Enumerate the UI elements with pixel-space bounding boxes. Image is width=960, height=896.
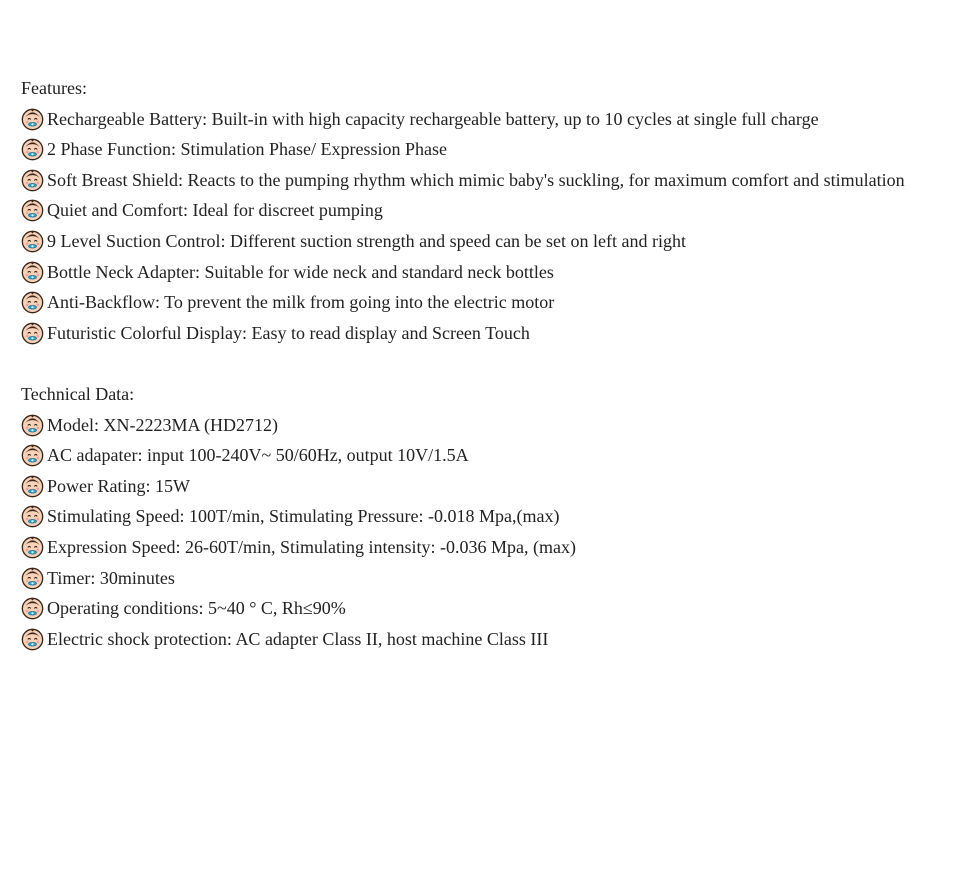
baby-face-icon xyxy=(21,169,44,192)
list-item xyxy=(21,410,936,441)
baby-face-icon xyxy=(21,138,44,161)
list-item xyxy=(21,624,936,655)
list-item-text: Model: XN-2223MA (HD2712) xyxy=(47,414,278,435)
list-item xyxy=(21,593,936,624)
list-item xyxy=(21,440,936,471)
list-item-text: Stimulating Speed: 100T/min, Stimulating Pressure: -0.018 Mpa,(max) xyxy=(47,506,560,527)
list-item xyxy=(21,134,936,165)
list-item-text: 9 Level Suction Control: Different suction strength and speed can be set on left and right xyxy=(47,230,687,251)
list-item-text: Electric shock protection: AC adapter Class II, host machine Class III xyxy=(47,628,549,649)
features-list xyxy=(21,104,936,349)
baby-face-icon xyxy=(21,199,44,222)
baby-face-icon xyxy=(21,628,44,651)
list-item xyxy=(21,471,936,502)
baby-face-icon xyxy=(21,505,44,528)
list-item-text: 2 Phase Function: Stimulation Phase/ Expression Phase xyxy=(47,139,447,160)
list-item-text: Anti-Backflow: To prevent the milk from going into the electric motor xyxy=(47,292,555,313)
list-item-text: Expression Speed: 26-60T/min, Stimulating intensity: -0.036 Mpa, (max) xyxy=(47,536,576,557)
baby-face-icon xyxy=(21,444,44,467)
list-item xyxy=(21,226,936,257)
technical-data-heading: Technical Data: xyxy=(21,383,135,404)
list-item-text: Soft Breast Shield: Reacts to the pumping rhythm which mimic baby's suckling, for maximum comfort and stimulation xyxy=(47,169,905,190)
list-item xyxy=(21,318,936,349)
list-item-text: Rechargeable Battery: Built-in with high capacity rechargeable battery, up to 10 cycles at single full charge xyxy=(47,108,819,129)
list-item-text: Timer: 30minutes xyxy=(47,567,175,588)
features-heading: Features: xyxy=(21,78,87,98)
baby-face-icon xyxy=(21,108,44,131)
baby-face-icon xyxy=(21,567,44,590)
technical-data-list xyxy=(21,410,936,655)
baby-face-icon xyxy=(21,230,44,253)
list-item xyxy=(21,165,936,196)
list-item xyxy=(21,257,936,288)
list-item-text: AC adapater: input 100-240V~ 50/60Hz, output 10V/1.5A xyxy=(47,445,469,466)
baby-face-icon xyxy=(21,414,44,437)
list-item xyxy=(21,287,936,318)
list-item xyxy=(21,501,936,532)
list-item-text: Operating conditions: 5~40 ° C, Rh≤90% xyxy=(47,598,346,619)
list-item-text: Bottle Neck Adapter: Suitable for wide neck and standard neck bottles xyxy=(47,261,554,282)
baby-face-icon xyxy=(21,261,44,284)
list-item-text: Quiet and Comfort: Ideal for discreet pumping xyxy=(47,200,383,221)
baby-face-icon xyxy=(21,597,44,620)
baby-face-icon xyxy=(21,322,44,345)
list-item xyxy=(21,104,936,135)
baby-face-icon xyxy=(21,291,44,314)
baby-face-icon xyxy=(21,475,44,498)
list-item xyxy=(21,195,936,226)
section-spacer xyxy=(21,348,936,379)
list-item-text: Futuristic Colorful Display: Easy to read display and Screen Touch xyxy=(47,322,530,343)
baby-face-icon xyxy=(21,536,44,559)
list-item xyxy=(21,563,936,594)
product-description xyxy=(21,73,936,654)
list-item-text: Power Rating: 15W xyxy=(47,475,190,496)
list-item xyxy=(21,532,936,563)
